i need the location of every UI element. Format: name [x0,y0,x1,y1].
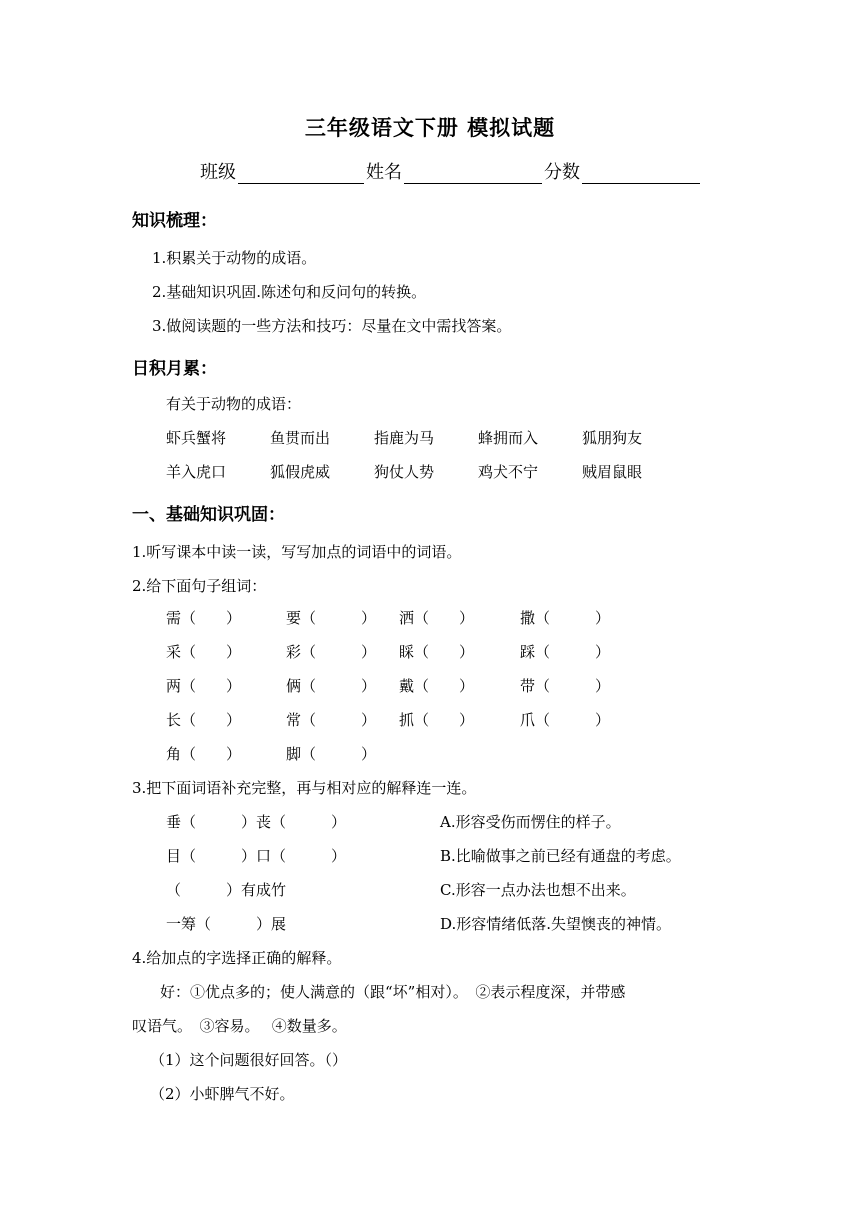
idioms-intro: 有关于动物的成语： [166,395,302,413]
idiom: 贼眉鼠眼 [582,463,643,481]
definition-line: 叹语气。 ③容易。 ④数量多。 [132,1017,347,1035]
section-knowledge-heading: 知识梳理： [132,211,217,231]
idiom: 鸡犬不宁 [478,463,539,481]
question-4: 4.给加点的字选择正确的解释。 [132,949,342,967]
word-formation-item: 两（ ） [166,677,242,695]
name-blank[interactable] [404,161,542,184]
word-formation-item: 采（ ） [166,643,242,661]
class-blank[interactable] [238,161,364,184]
section-basics-heading: 一、基础知识巩固： [132,505,285,525]
idiom: 狐假虎威 [270,463,331,481]
word-formation-item: 戴（ ） [399,677,475,695]
idiom-blank-item: 一筹（ ）展 [166,915,287,933]
question-1: 1.听写课本中读一读，写写加点的词语中的词语。 [132,543,462,561]
idiom: 虾兵蟹将 [166,429,227,447]
name-label: 姓名 [366,162,402,183]
word-formation-item: 踩（ ） [520,643,611,661]
question-2: 2.给下面句子组词： [132,577,267,595]
class-label: 班级 [200,162,236,183]
student-info-line [200,158,702,184]
idiom-explanation: D.形容情绪低落.失望懊丧的神情。 [440,915,672,933]
idiom-blank-item: 目（ ）口（ ） [166,847,347,865]
idiom-explanation: C.形容一点办法也想不出来。 [440,881,636,899]
page-title: 三年级语文下册 模拟试题 [304,116,556,140]
definition-line: 好：①优点多的；使人满意的（跟“坏”相对）。 ②表示程度深，并带感 [160,983,626,1001]
idiom-explanation: B.比喻做事之前已经有通盘的考虑。 [440,847,681,865]
idiom-blank-item: （ ）有成竹 [166,881,287,899]
section-accumulation-heading: 日积月累： [132,359,217,379]
idiom: 指鹿为马 [374,429,435,447]
idiom-blank-item: 垂（ ）丧（ ） [166,813,347,831]
knowledge-item: 2.基础知识巩固.陈述句和反问句的转换。 [152,283,427,301]
score-label: 分数 [544,162,580,183]
question-3: 3.把下面词语补充完整，再与相对应的解释连一连。 [132,779,477,797]
word-formation-item: 要（ ） [286,609,377,627]
word-formation-item: 抓（ ） [399,711,475,729]
idiom: 狗仗人势 [374,463,435,481]
idiom: 狐朋狗友 [582,429,643,447]
word-formation-item: 角（ ） [166,745,242,763]
idiom-explanation: A.形容受伤而愣住的样子。 [440,813,621,831]
knowledge-item: 3.做阅读题的一些方法和技巧：尽量在文中需找答案。 [152,317,512,335]
question-4-item: （2）小虾脾气不好。 [150,1085,295,1103]
question-4-item: （1）这个问题很好回答。（） [150,1051,348,1069]
idiom: 蜂拥而入 [478,429,539,447]
idiom: 羊入虎口 [166,463,227,481]
word-formation-item: 洒（ ） [399,609,475,627]
knowledge-item: 1.积累关于动物的成语。 [152,249,317,267]
word-formation-item: 撒（ ） [520,609,611,627]
word-formation-item: 带（ ） [520,677,611,695]
word-formation-item: 俩（ ） [286,677,377,695]
word-formation-item: 睬（ ） [399,643,475,661]
word-formation-item: 彩（ ） [286,643,377,661]
word-formation-item: 爪（ ） [520,711,611,729]
word-formation-item: 需（ ） [166,609,242,627]
score-blank[interactable] [582,161,700,184]
word-formation-item: 常（ ） [286,711,377,729]
word-formation-item: 长（ ） [166,711,242,729]
word-formation-item: 脚（ ） [286,745,377,763]
idiom: 鱼贯而出 [270,429,331,447]
